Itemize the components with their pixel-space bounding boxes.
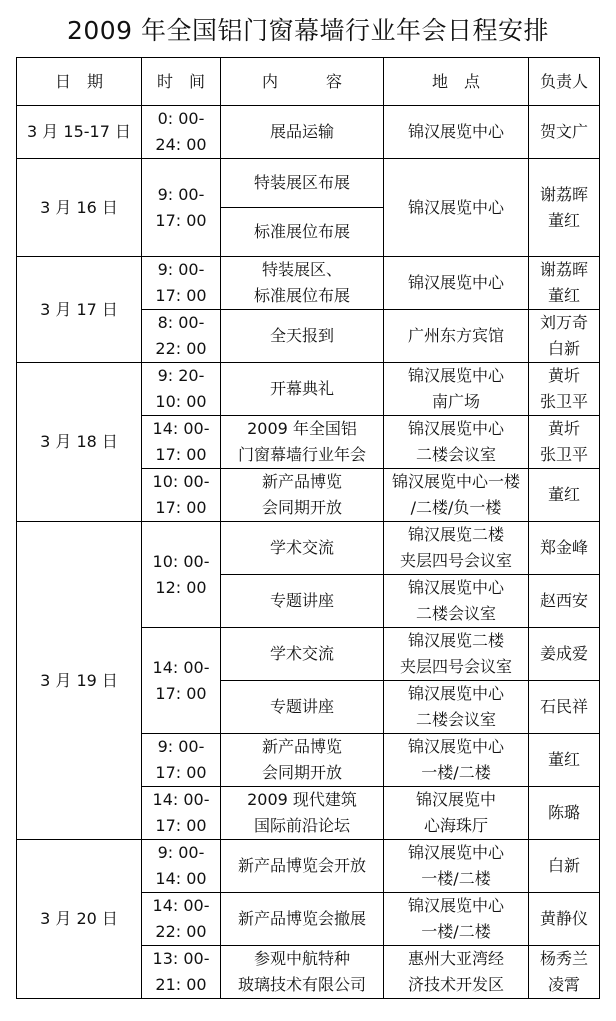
content-cell: 特装展区布展 <box>221 159 384 208</box>
location-cell: 锦汉展览中心 <box>384 159 529 257</box>
owner-cell: 黄圻 张卫平 <box>529 363 600 416</box>
content-cell: 新产品博览会撤展 <box>221 893 384 946</box>
location-cell: 锦汉展览中心 二楼会议室 <box>384 681 529 734</box>
content-cell: 学术交流 <box>221 628 384 681</box>
date-cell: 3 月 16 日 <box>17 159 142 257</box>
content-cell: 2009 现代建筑 国际前沿论坛 <box>221 787 384 840</box>
table-row <box>17 363 600 416</box>
owner-cell: 白新 <box>529 840 600 893</box>
owner-cell: 董红 <box>529 469 600 522</box>
owner-cell: 陈璐 <box>529 787 600 840</box>
location-cell: 锦汉展览中心 南广场 <box>384 363 529 416</box>
location-cell: 锦汉展览中心 一楼/二楼 <box>384 893 529 946</box>
location-cell: 锦汉展览二楼 夹层四号会议室 <box>384 522 529 575</box>
location-cell: 锦汉展览中心 一楼/二楼 <box>384 840 529 893</box>
content-cell: 特装展区、 标准展位布展 <box>221 257 384 310</box>
location-cell: 锦汉展览中心一楼 /二楼/负一楼 <box>384 469 529 522</box>
table-row <box>17 106 600 159</box>
location-cell: 广州东方宾馆 <box>384 310 529 363</box>
header-owner: 负责人 <box>529 58 600 106</box>
table-row <box>17 522 600 575</box>
content-cell: 标准展位布展 <box>221 208 384 257</box>
content-cell: 参观中航特种 玻璃技术有限公司 <box>221 946 384 999</box>
table-row <box>17 840 600 893</box>
owner-cell: 郑金峰 <box>529 522 600 575</box>
header-location: 地 点 <box>384 58 529 106</box>
document-title: 2009 年全国铝门窗幕墙行业年会日程安排 <box>66 16 550 45</box>
header-content: 内 容 <box>221 58 384 106</box>
time-cell: 9: 00- 17: 00 <box>142 159 221 257</box>
time-cell: 10: 00- 12: 00 <box>142 522 221 628</box>
date-cell: 3 月 19 日 <box>17 522 142 840</box>
time-cell: 9: 00- 17: 00 <box>142 257 221 310</box>
owner-cell: 姜成爱 <box>529 628 600 681</box>
content-cell: 全天报到 <box>221 310 384 363</box>
time-cell: 0: 00- 24: 00 <box>142 106 221 159</box>
owner-cell: 贺文广 <box>529 106 600 159</box>
header-time: 时 间 <box>142 58 221 106</box>
content-cell: 新产品博览会开放 <box>221 840 384 893</box>
table-row <box>17 257 600 310</box>
time-cell: 14: 00- 17: 00 <box>142 416 221 469</box>
location-cell: 锦汉展览中心 二楼会议室 <box>384 416 529 469</box>
header-date: 日 期 <box>17 58 142 106</box>
content-cell: 新产品博览 会同期开放 <box>221 469 384 522</box>
table-row <box>17 159 600 208</box>
location-cell: 锦汉展览二楼 夹层四号会议室 <box>384 628 529 681</box>
owner-cell: 黄静仪 <box>529 893 600 946</box>
owner-cell: 谢荔晖 董红 <box>529 159 600 257</box>
time-cell: 9: 00- 17: 00 <box>142 734 221 787</box>
location-cell: 锦汉展览中心 <box>384 257 529 310</box>
time-cell: 10: 00- 17: 00 <box>142 469 221 522</box>
schedule-table <box>16 57 600 999</box>
date-cell: 3 月 17 日 <box>17 257 142 363</box>
owner-cell: 谢荔晖 董红 <box>529 257 600 310</box>
content-cell: 展品运输 <box>221 106 384 159</box>
time-cell: 9: 20- 10: 00 <box>142 363 221 416</box>
content-cell: 2009 年全国铝 门窗幕墙行业年会 <box>221 416 384 469</box>
location-cell: 锦汉展览中 心海珠厅 <box>384 787 529 840</box>
owner-cell: 赵西安 <box>529 575 600 628</box>
time-cell: 8: 00- 22: 00 <box>142 310 221 363</box>
time-cell: 14: 00- 22: 00 <box>142 893 221 946</box>
owner-cell: 董红 <box>529 734 600 787</box>
date-cell: 3 月 20 日 <box>17 840 142 999</box>
owner-cell: 石民祥 <box>529 681 600 734</box>
content-cell: 开幕典礼 <box>221 363 384 416</box>
content-cell: 学术交流 <box>221 522 384 575</box>
content-cell: 专题讲座 <box>221 575 384 628</box>
date-cell: 3 月 15-17 日 <box>17 106 142 159</box>
header-row <box>17 58 600 106</box>
location-cell: 锦汉展览中心 <box>384 106 529 159</box>
location-cell: 锦汉展览中心 二楼会议室 <box>384 575 529 628</box>
time-cell: 9: 00- 14: 00 <box>142 840 221 893</box>
location-cell: 锦汉展览中心 一楼/二楼 <box>384 734 529 787</box>
owner-cell: 黄圻 张卫平 <box>529 416 600 469</box>
owner-cell: 刘万奇 白新 <box>529 310 600 363</box>
content-cell: 新产品博览 会同期开放 <box>221 734 384 787</box>
content-cell: 专题讲座 <box>221 681 384 734</box>
date-cell: 3 月 18 日 <box>17 363 142 522</box>
time-cell: 14: 00- 17: 00 <box>142 628 221 734</box>
owner-cell: 杨秀兰 凌霄 <box>529 946 600 999</box>
location-cell: 惠州大亚湾经 济技术开发区 <box>384 946 529 999</box>
time-cell: 14: 00- 17: 00 <box>142 787 221 840</box>
time-cell: 13: 00- 21: 00 <box>142 946 221 999</box>
